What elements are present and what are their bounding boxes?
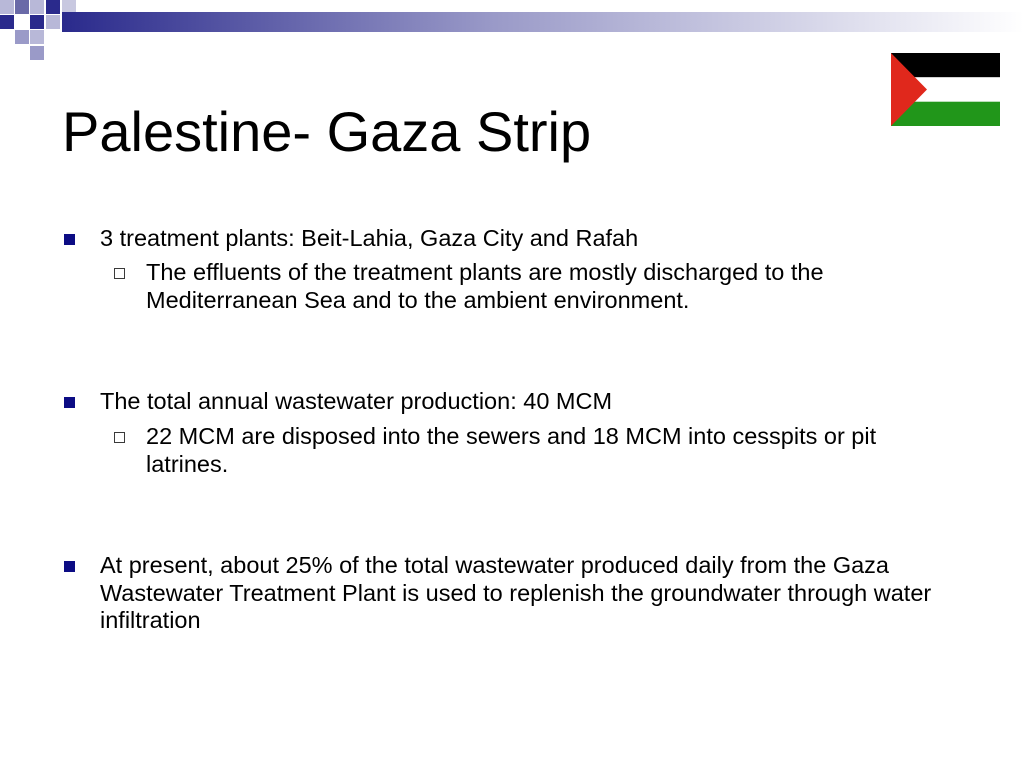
filled-square-icon [64, 397, 75, 408]
bullet-item [100, 388, 960, 416]
hollow-square-icon [114, 268, 125, 279]
sub-bullet-text: 22 MCM are disposed into the sewers and 18 MCM into cesspits or pit latrines. [146, 423, 877, 477]
bullet-text: The total annual wastewater production: 40 MCM [100, 388, 613, 414]
hollow-square-icon [114, 432, 125, 443]
filled-square-icon [64, 234, 75, 245]
bullet-text: 3 treatment plants: Beit-Lahia, Gaza City and Rafah [100, 225, 639, 251]
checker-squares-icon [0, 0, 1024, 62]
filled-square-icon [64, 561, 75, 572]
sub-bullet-text: The effluents of the treatment plants are mostly discharged to the Mediterranean Sea and to the ambient environment. [146, 259, 824, 313]
palestine-flag-icon [891, 53, 1000, 126]
header-gradient-bar [0, 0, 1024, 32]
sub-bullet-item [146, 259, 946, 314]
sub-bullet-item [146, 423, 946, 478]
slide-title: Palestine- Gaza Strip [62, 100, 592, 163]
bullet-text: At present, about 25% of the total wastewater produced daily from the Gaza Wastewater Treatment Plant is used to replenish the groundwater through water infiltration [100, 552, 932, 633]
bullet-item [100, 225, 960, 253]
bullet-item [100, 552, 960, 635]
